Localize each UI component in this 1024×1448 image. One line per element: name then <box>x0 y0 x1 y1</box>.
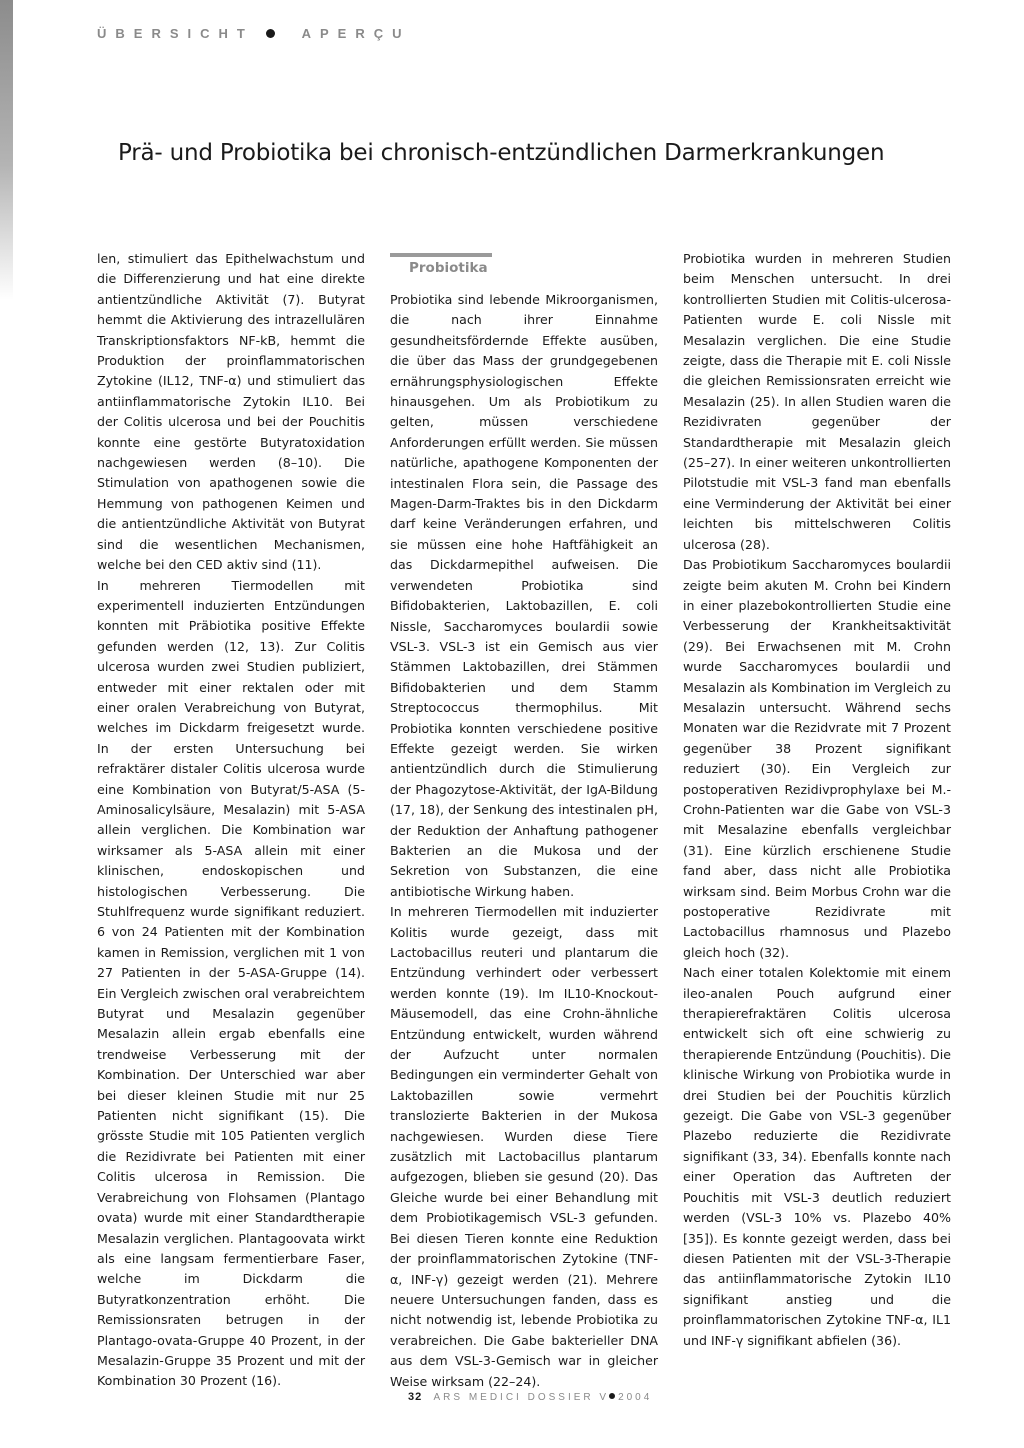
journal-year: 2004 <box>618 1392 653 1403</box>
section-heading: Probiotika <box>409 260 488 276</box>
text-column-1: len, stimuliert das Epithelwachstum und die Differenzierung und hat eine direkte antientzündliche Aktivität (7). Butyrat hemmt die Aktivierung des intrazellulären Transkriptionsfaktors NF-kB, hemmt die Produktion der proinflammatorischen Zytokine (IL12, TNF-α) und stimuliert das antiinflammatorische Zytokin IL10. Bei der Colitis ulcerosa und bei der Pouchitis konnte eine gestörte Butyratoxidation nachgewiesen werden (8–10). Die Stimulation von apathogenen sowie die Hemmung von pathogenen Keimen und die antientzündliche Aktivität von Butyrat sind die wesentlichen Mechanismen, welche bei den CED aktiv sind (11). In mehreren Tiermodellen mit experimentell induzierten Entzündungen konnten mit Präbiotika positive Effekte gefunden werden (12, 13). Zur Colitis ulcerosa wurden zwei Studien publiziert, entweder mit einer rektalen oder mit einer oralen Verabreichung von Butyrat, welches im Dickdarm freigesetzt wurde. In der ersten Untersuchung bei refraktärer distaler Colitis ulcerosa wurde eine Kombination von Butyrat/5-ASA (5-Aminosalicylsäure, Mesalazin) mit 5-ASA allein verglichen. Die Kombination war wirksamer als 5-ASA allein mit einer klinischen, endoskopischen und histologischen Verbesserung. Die Stuhlfrequenz wurde signifikant reduziert. 6 von 24 Patienten mit der Kombination kamen in Remission, verglichen mit 1 von 27 Patienten in der 5-ASA-Gruppe (14). Ein Vergleich zwischen oral verabreichtem Butyrat und Mesalazin gegenüber Mesalazin allein ergab ebenfalls eine trendweise Verbesserung mit der Kombination. Der Unterschied war aber bei dieser kleinen Studie mit nur 25 Patienten nicht signifikant (15). Die grösste Studie mit 105 Patienten verglich die Rezidivrate bei Patienten mit einer Colitis ulcerosa in Remission. Die Verabreichung von Flohsamen (Plantago ovata) wurde mit einer Standardtherapie Mesalazin verglichen. Plantagoovata wirkt als eine langsam fermentierbare Faser, welche im Dickdarm die Butyratkonzentration erhöht. Die Remissionsraten betrugen in der Plantago-ovata-Gruppe 40 Prozent, in der Mesalazin-Gruppe 35 Prozent und mit der Kombination 30 Prozent (16). <box>97 251 365 1389</box>
journal-name: ARS MEDICI DOSSIER V <box>433 1392 610 1403</box>
article-title: Prä- und Probiotika bei chronisch-entzündlichen Darmerkrankungen <box>118 140 885 166</box>
text-column-2: Probiotika sind lebende Mikroorganismen, die nach ihrer Einnahme gesundheitsfördernde Effekte ausüben, die über das Mass der grundgegebenen ernährungsphysiologischen Effekte hinausgehen. Um als Probiotikum zu gelten, müssen verschiedene Anforderungen erfüllt werden. Sie müssen natürliche, apathogene Komponenten der intestinalen Flora sein, die Passage des Magen-Darm-Traktes bis in den Dickdarm darf keine Veränderungen erfahren, und sie müssen eine hohe Haftfähigkeit an das Dickdarmepithel aufweisen. Die verwendeten Probiotika sind Bifidobakterien, Laktobazillen, E. coli Nissle, Saccharomyces boulardii sowie VSL-3. VSL-3 ist ein Gemisch aus vier Stämmen Laktobazillen, drei Stämmen Bifidobakterien und dem Stamm Streptococcus thermophilus. Mit Probiotika konnten verschiedene positive Effekte gezeigt werden. Sie wirken antientzündlich durch die Stimulierung der Phagozytose-Aktivität, der IgA-Bildung (17, 18), der Senkung des intestinalen pH, der Reduktion der Anhaftung pathogener Bakterien an die Mukosa und der Sekretion von Substanzen, die eine antibiotische Wirkung haben. In mehreren Tiermodellen mit induzierter Kolitis wurde gezeigt, dass mit Lactobacillus reuteri und plantarum die Entzündung verhindert oder verbessert werden konnte (19). Im IL10-Knockout-Mäusemodell, das eine Crohn-ähnliche Entzündung entwickelt, wurden während der Aufzucht unter normalen Bedingungen ein verminderter Gehalt von Laktobazillen sowie vermehrt translozierte Bakterien in der Mukosa nachgewiesen. Wurden diese Tiere zusätzlich mit Lactobacillus plantarum aufgezogen, blieben sie gesund (20). Das Gleiche wurde bei einer Behandlung mit dem Probiotikagemisch VSL-3 gefunden. Bei diesen Tieren konnte eine Reduktion der proinflammatorischen Zytokine (TNF-α, INF-γ) gezeigt werden (21). Mehrere neuere Untersuchungen fanden, dass es nicht notwendig ist, lebende Probiotika zu verabreichen. Die Gabe bakterieller DNA aus dem VSL-3-Gemisch war in gleicher Weise wirksam (22–24). <box>390 292 658 1389</box>
section-kicker <box>97 26 411 41</box>
section-heading-box <box>390 253 492 276</box>
text-column-3: Probiotika wurden in mehreren Studien beim Menschen untersucht. In drei kontrollierten Studien mit Colitis-ulcerosa-Patienten wurde E. coli Nissle mit Mesalazin verglichen. Die eine Studie zeigte, dass die Therapie mit E. coli Nissle die gleichen Remissionsraten erreicht wie Mesalazin (25). In allen Studien waren die Rezidivraten gegenüber der Standardtherapie mit Mesalazin gleich (25–27). In einer weiteren unkontrollierten Pilotstudie mit VSL-3 fand man ebenfalls eine Verminderung der Aktivität bei einer leichten bis mittelschweren Colitis ulcerosa (28). Das Probiotikum Saccharomyces boulardii zeigte beim akuten M. Crohn bei Kindern in einer plazebokontrollierten Studie eine Verbesserung der Krankheitsaktivität (29). Bei Erwachsenen mit M. Crohn wurde Saccharomyces boulardii und Mesalazin als Kombination im Vergleich zu Mesalazin untersucht. Während sechs Monaten war die Rezidvrate mit 7 Prozent gegenüber 38 Prozent signifikant reduziert (30). Ein Vergleich zur postoperativen Rezidivprophylaxe bei M.-Crohn-Patienten war die Gabe von VSL-3 mit Mesalazine ebenfalls vergleichbar (31). Eine kürzlich erschienene Studie fand aber, dass nicht alle Probiotika wirksam sind. Beim Morbus Crohn war die postoperative Rezidivrate mit Lactobacillus rhamnosus und Plazebo gleich hoch (32). Nach einer totalen Kolektomie mit einem ileo-analen Pouch aufgrund einer therapierefraktären Colitis ulcerosa entwickelt sich oft eine schwierig zu therapierende Entzündung (Pouchitis). Die klinische Wirkung von Probiotika wurde in drei Studien bei der Pouchitis kürzlich gezeigt. Die Gabe von VSL-3 gegenüber Plazebo reduzierte die Rezidivrate signifikant (33, 34). Ebenfalls konnte nach einer Operation das Auftreten der Pouchitis mit VSL-3 deutlich reduziert werden (VSL-3 10% vs. Plazebo 40% [35]). Es konnte gezeigt werden, dass bei diesen Patienten mit der VSL-3-Therapie das antiinflammatorische Zytokin IL10 signifikant anstieg und die proinflammatorischen Zytokine TNF-α, IL1 und INF-γ signifikant abfielen (36). <box>683 251 951 1348</box>
page-number: 32 <box>408 1391 423 1403</box>
kicker-left: ÜBERSICHT <box>97 26 254 41</box>
page-footer <box>408 1391 652 1403</box>
kicker-right: APERÇU <box>301 26 411 41</box>
bullet-dot-icon <box>266 29 275 38</box>
footer-dot-icon <box>609 1393 615 1399</box>
page-edge-gradient <box>0 0 13 300</box>
